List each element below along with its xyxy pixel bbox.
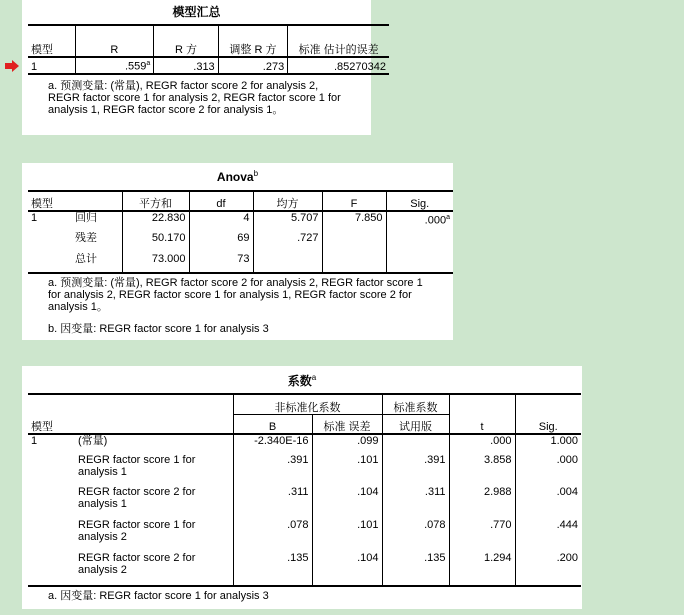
cell-beta bbox=[382, 434, 449, 454]
cell-b: .135 bbox=[233, 552, 312, 586]
cell-label: (常量) bbox=[75, 434, 233, 454]
cell-t: 1.294 bbox=[449, 552, 515, 586]
cell-beta: .311 bbox=[382, 486, 449, 519]
col-header-sum-of-squares: 平方和 bbox=[122, 191, 189, 211]
model-summary-title: 模型汇总 bbox=[172, 5, 221, 19]
cell-beta: .135 bbox=[382, 552, 449, 586]
cell-sig bbox=[386, 232, 453, 253]
cell-model bbox=[28, 454, 75, 486]
cell-t: .000 bbox=[449, 434, 515, 454]
cell-se: .099 bbox=[312, 434, 382, 454]
table-row bbox=[28, 552, 581, 586]
cell-se: .104 bbox=[312, 552, 382, 586]
coefficients-title: 系数$^a$ bbox=[287, 373, 317, 388]
cell-label: REGR factor score 2 for analysis 2 bbox=[75, 552, 233, 586]
coefficients-footnote-a: a. 因变量: REGR factor score 1 for analysis 3 bbox=[48, 590, 269, 602]
cell-model bbox=[28, 253, 72, 273]
cell-sig: 1.000 bbox=[550, 435, 578, 447]
table-row bbox=[28, 211, 453, 232]
cell-label: REGR factor score 1 for analysis 2 bbox=[75, 519, 233, 552]
cell-se: .101 bbox=[312, 519, 382, 552]
cell-adj-r-square: .273 bbox=[218, 57, 288, 74]
cell-label: 回归 bbox=[72, 211, 122, 232]
cell-sig: .000$^a$ bbox=[424, 214, 450, 227]
cell-b: .078 bbox=[233, 519, 312, 552]
cell-t: 2.988 bbox=[449, 486, 515, 519]
model-summary-panel bbox=[22, 0, 386, 135]
cell-std-error: .85270342 bbox=[288, 57, 389, 74]
anova-footnote-a: a. 预测变量: (常量), REGR factor score 2 for analysis 2, REGR factor score 1 for analysis 2, REGR factor score 1 for analysis 1, REGR factor score 2 for analysis 1。 bbox=[48, 277, 423, 313]
table-row bbox=[28, 253, 453, 273]
col-header-sig: Sig. bbox=[386, 191, 453, 211]
cell-sig: .000 bbox=[556, 454, 578, 466]
col-header-b: B bbox=[233, 414, 312, 434]
cell-label: REGR factor score 1 for analysis 1 bbox=[75, 454, 233, 486]
cell-model: 1 bbox=[31, 212, 38, 224]
table-row bbox=[28, 434, 581, 454]
cell-ms bbox=[253, 253, 322, 273]
anova-title: Anova$^b$ bbox=[216, 169, 259, 184]
col-header-sig: Sig. bbox=[515, 414, 581, 434]
col-header-t: t bbox=[449, 414, 515, 434]
table-row bbox=[28, 454, 581, 486]
cell-label: 总计 bbox=[72, 253, 122, 273]
cell-t: .770 bbox=[449, 519, 515, 552]
cell-ss: 22.830 bbox=[122, 211, 189, 232]
table-row bbox=[28, 232, 453, 253]
coefficients-table bbox=[28, 393, 581, 587]
col-header-mean-square: 均方 bbox=[253, 191, 322, 211]
cell-ss: 73.000 bbox=[122, 253, 189, 273]
anova-footnote-b: b. 因变量: REGR factor score 1 for analysis 3 bbox=[48, 323, 269, 335]
table-row bbox=[28, 519, 581, 552]
cell-df: 4 bbox=[189, 211, 253, 232]
col-header-beta: 试用版 bbox=[382, 414, 449, 434]
cell-se: .101 bbox=[312, 454, 382, 486]
col-header-f: F bbox=[322, 191, 386, 211]
col-header-model: 模型 bbox=[28, 25, 75, 57]
model-summary-footnote-a: a. 预测变量: (常量), REGR factor score 2 for analysis 2, REGR factor score 1 for analysis 2, REGR factor score 1 for analysis 1, REGR factor score 2 for analysis 1。 bbox=[48, 80, 341, 116]
cell-sig bbox=[386, 253, 453, 273]
cell-label: REGR factor score 2 for analysis 1 bbox=[75, 486, 233, 519]
cell-model: 1 bbox=[28, 57, 75, 74]
cell-beta: .078 bbox=[382, 519, 449, 552]
col-header-r-square: R 方 bbox=[154, 25, 218, 57]
col-header-std-error: 标准 估计的误差 bbox=[288, 25, 389, 57]
col-header-df: df bbox=[189, 191, 253, 211]
col-header-unstandardized: 非标准化系数 bbox=[233, 394, 382, 414]
cell-ss: 50.170 bbox=[122, 232, 189, 253]
cell-df: 73 bbox=[189, 253, 253, 273]
cell-f bbox=[322, 253, 386, 273]
col-header-adj-r-square: 调整 R 方 bbox=[218, 25, 288, 57]
cell-ms: .727 bbox=[253, 232, 322, 253]
cell-model bbox=[28, 552, 75, 586]
col-header-standardized: 标准系数 bbox=[382, 394, 449, 414]
cell-t: 3.858 bbox=[449, 454, 515, 486]
anova-table bbox=[28, 190, 453, 274]
col-header-r: R bbox=[75, 25, 154, 57]
cell-model: 1 bbox=[31, 435, 38, 447]
cell-f bbox=[322, 232, 386, 253]
cell-model bbox=[28, 519, 75, 552]
cell-model bbox=[28, 232, 72, 253]
cell-b: .311 bbox=[233, 486, 312, 519]
cell-beta: .391 bbox=[382, 454, 449, 486]
anova-panel bbox=[22, 163, 453, 340]
cell-r: .559$^a$ bbox=[75, 57, 154, 74]
table-row bbox=[28, 486, 581, 519]
coefficients-panel bbox=[22, 366, 582, 609]
cell-sig: .004 bbox=[556, 486, 578, 498]
red-arrow-icon bbox=[5, 60, 19, 72]
model-summary-table bbox=[28, 24, 389, 75]
cell-df: 69 bbox=[189, 232, 253, 253]
col-header-std-error: 标准 误差 bbox=[312, 414, 382, 434]
col-header-model: 模型 bbox=[28, 191, 122, 211]
cell-label: 残差 bbox=[72, 232, 122, 253]
cell-sig: .444 bbox=[556, 519, 578, 531]
cell-sig: .200 bbox=[515, 552, 581, 586]
cell-r-square: .313 bbox=[154, 57, 218, 74]
cell-f: 7.850 bbox=[322, 211, 386, 232]
cell-se: .104 bbox=[312, 486, 382, 519]
cell-b: .391 bbox=[233, 454, 312, 486]
col-header-model: 模型 bbox=[28, 414, 233, 434]
cell-model bbox=[28, 486, 75, 519]
cell-ms: 5.707 bbox=[253, 211, 322, 232]
cell-b: -2.340E-16 bbox=[233, 434, 312, 454]
